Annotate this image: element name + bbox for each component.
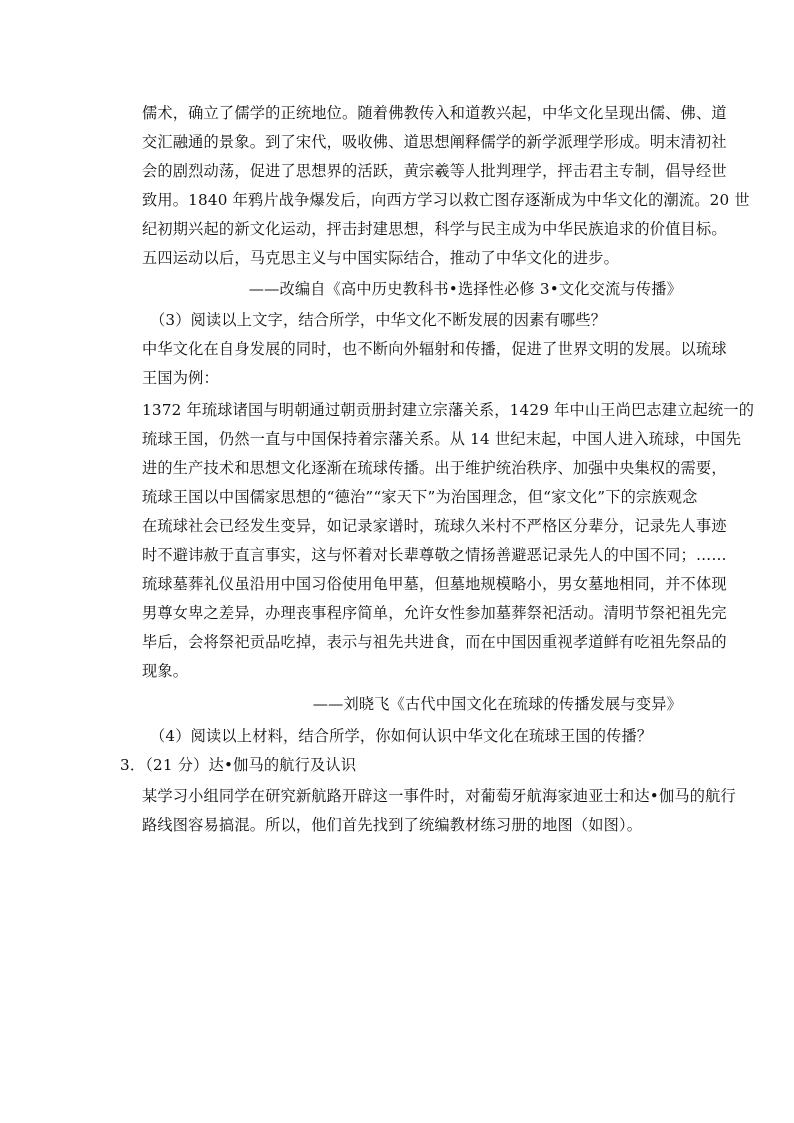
paragraph-line: 王国为例： bbox=[142, 369, 219, 387]
paragraph-line: 男尊女卑之差异，办理丧事程序简单，允许女性参加墓葬祭祀活动。清明节祭祀祖先完 bbox=[142, 604, 727, 622]
paragraph-line: 1372 年琉球诸国与明朝通过朝贡册封建立宗藩关系，1429 年中山王尚巴志建立起统一的 bbox=[142, 401, 755, 419]
paragraph-line: 儒术，确立了儒学的正统地位。随着佛教传入和道教兴起，中华文化呈现出儒、佛、道 bbox=[142, 104, 727, 122]
paragraph-line: 会的剧烈动荡，促进了思想界的活跃，黄宗羲等人批判理学，抨击君主专制，倡导经世 bbox=[142, 162, 727, 180]
paragraph-line: 琉球王国，仍然一直与中国保持着宗藩关系。从 14 世纪末起，中国人进入琉球，中国先 bbox=[142, 430, 742, 448]
source-citation: ——改编自《高中历史教科书•选择性必修 3•文化交流与传播》 bbox=[248, 280, 682, 298]
question-3: （3）阅读以上文字，结合所学，中华文化不断发展的因素有哪些？ bbox=[150, 311, 607, 329]
paragraph-line: 时不避讳赦于直言事实，这与怀着对长辈尊敬之情扬善避恶记录先人的中国不同；…… bbox=[142, 546, 727, 564]
paragraph-line: 在琉球社会已经发生变异，如记录家谱时，琉球久米村不严格区分辈分，记录先人事迹 bbox=[142, 517, 727, 535]
paragraph-line: 致用。1840 年鸦片战争爆发后，向西方学习以救亡图存逐渐成为中华文化的潮流。20 世 bbox=[142, 191, 750, 209]
paragraph-line: 毕后，会将祭祀贡品吃掉，表示与祖先共进食，而在中国因重视孝道鲜有吃祖先祭品的 bbox=[142, 633, 727, 651]
paragraph-line: 琉球墓葬礼仪虽沿用中国习俗使用龟甲墓，但墓地规模略小，男女墓地相同，并不体现 bbox=[142, 575, 727, 593]
source-citation: ——刘晓飞《古代中国文化在琉球的传播发展与变异》 bbox=[312, 695, 682, 713]
paragraph-line: 交汇融通的景象。到了宋代，吸收佛、道思想阐释儒学的新学派理学形成。明末清初社 bbox=[142, 133, 727, 151]
paragraph-line: 某学习小组同学在研究新航路开辟这一事件时，对葡萄牙航海家迪亚士和达•伽马的航行 bbox=[142, 787, 736, 805]
paragraph-line: 纪初期兴起的新文化运动，抨击封建思想，科学与民主成为中华民族追求的价值目标。 bbox=[142, 220, 727, 238]
paragraph-line: 中华文化在自身发展的同时，也不断向外辐射和传播，促进了世界文明的发展。以琉球 bbox=[142, 340, 727, 358]
paragraph-line: 路线图容易搞混。所以，他们首先找到了统编教材练习册的地图（如图）。 bbox=[142, 816, 643, 834]
paragraph-line: 现象。 bbox=[142, 662, 189, 680]
paragraph-line: 五四运动以后，马克思主义与中国实际结合，推动了中华文化的进步。 bbox=[142, 249, 620, 267]
question-heading: 3．（21 分）达•伽马的航行及认识 bbox=[120, 756, 357, 774]
question-4: （4）阅读以上材料，结合所学，你如何认识中华文化在琉球王国的传播？ bbox=[150, 727, 653, 745]
paragraph-line: 进的生产技术和思想文化逐渐在琉球传播。出于维护统治秩序、加强中央集权的需要， bbox=[142, 459, 727, 477]
paragraph-line: 琉球王国以中国儒家思想的“德治”“家天下”为治国理念，但“家文化”下的宗族观念 bbox=[142, 488, 698, 506]
